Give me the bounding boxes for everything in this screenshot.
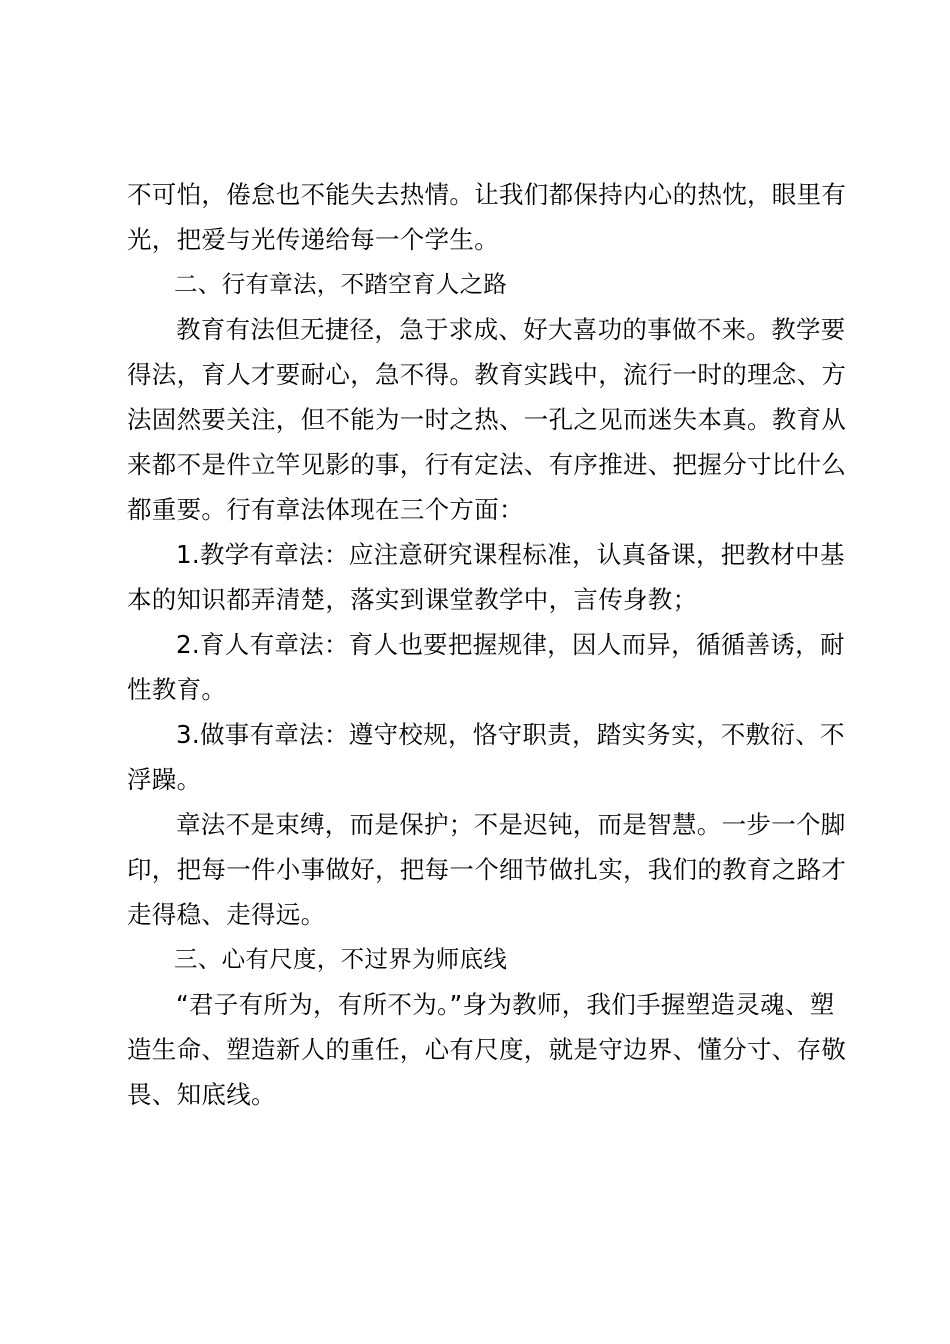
section-heading-2: 二、行有章法，不踏空育人之路: [174, 270, 508, 298]
list-item-educating: 2.育人有章法：育人也要把握规律，因人而异，循循善诱，耐性教育。: [127, 630, 845, 704]
paragraph: 教育有法但无捷径，急于求成、好大喜功的事做不来。教学要得法，育人才要耐心，急不得。教育实践中，流行一时的理念、方法固然要关注，但不能为一时之热、一孔之见而迷失本真。教育从来都不是件立竿见影的事，行有定法、有序推进、把握分寸比什么都重要。行有章法体现在三个方面：: [127, 315, 847, 524]
list-item-teaching: 1.教学有章法：应注意研究课程标准，认真备课，把教材中基本的知识都弄清楚，落实到课堂教学中，言传身教；: [127, 540, 845, 614]
section-heading-3: 三、心有尺度，不过界为师底线: [174, 945, 508, 973]
paragraph: 章法不是束缚，而是保护；不是迟钝，而是智慧。一步一个脚印，把每一件小事做好，把每一个细节做扎实，我们的教育之路才走得稳、走得远。: [127, 810, 847, 929]
document-body: [127, 172, 847, 1117]
paragraph: “君子有所为，有所不为。”身为教师，我们手握塑造灵魂、塑造生命、塑造新人的重任，心有尺度，就是守边界、懂分寸、存敬畏、知底线。: [127, 990, 847, 1109]
list-item-working: 3.做事有章法：遵守校规，恪守职责，踏实务实，不敷衍、不浮躁。: [127, 720, 845, 794]
paragraph-continuation: 不可怕，倦怠也不能失去热情。让我们都保持内心的热忱，眼里有光，把爱与光传递给每一个学生。: [127, 180, 847, 254]
